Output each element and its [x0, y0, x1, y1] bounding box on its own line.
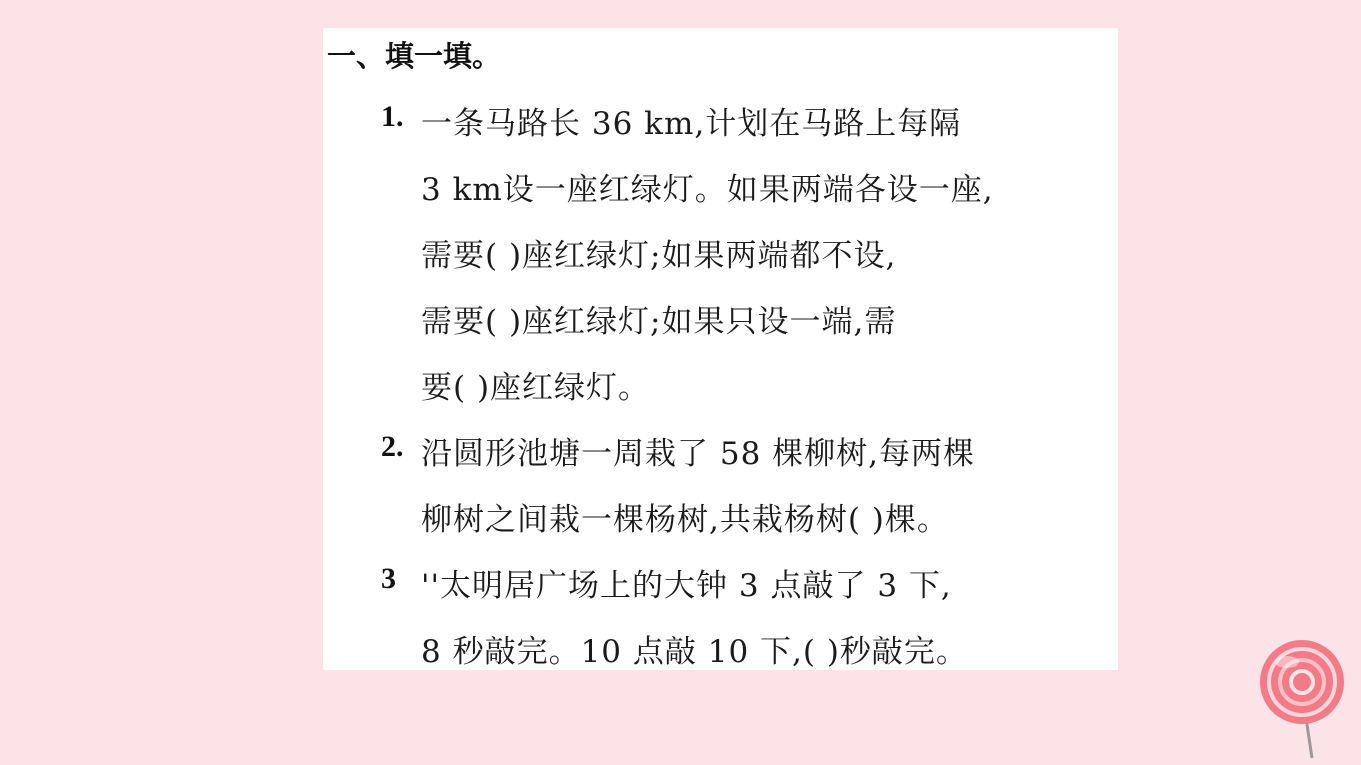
question-1-line-5: 要( )座红绿灯。 — [421, 370, 651, 406]
question-3-number: 3 — [381, 562, 396, 595]
question-2-line-2: 柳树之间栽一棵杨树,共栽杨树( )棵。 — [421, 502, 949, 538]
question-2-line-1: 沿圆形池塘一周栽了 58 棵柳树,每两棵 — [421, 436, 976, 472]
question-3-line-2: 8 秒敲完。10 点敲 10 下,( )秒敲完。 — [421, 634, 968, 670]
question-1-line-1: 一条马路长 36 km,计划在马路上每隔 — [421, 106, 962, 142]
question-1-line-4: 需要( )座红绿灯;如果只设一端,需 — [421, 304, 897, 340]
worksheet — [323, 28, 1118, 670]
question-3-line-1: ''太明居广场上的大钟 3 点敲了 3 下, — [421, 568, 952, 604]
question-2-number: 2. — [381, 430, 404, 463]
question-1-number: 1. — [381, 100, 404, 133]
question-1-line-3: 需要( )座红绿灯;如果两端都不设, — [421, 238, 897, 274]
section-heading: 一、填一填。 — [327, 39, 502, 73]
question-1-line-2: 3 km设一座红绿灯。如果两端各设一座, — [421, 172, 994, 208]
lollipop-pin-icon — [1252, 636, 1352, 765]
